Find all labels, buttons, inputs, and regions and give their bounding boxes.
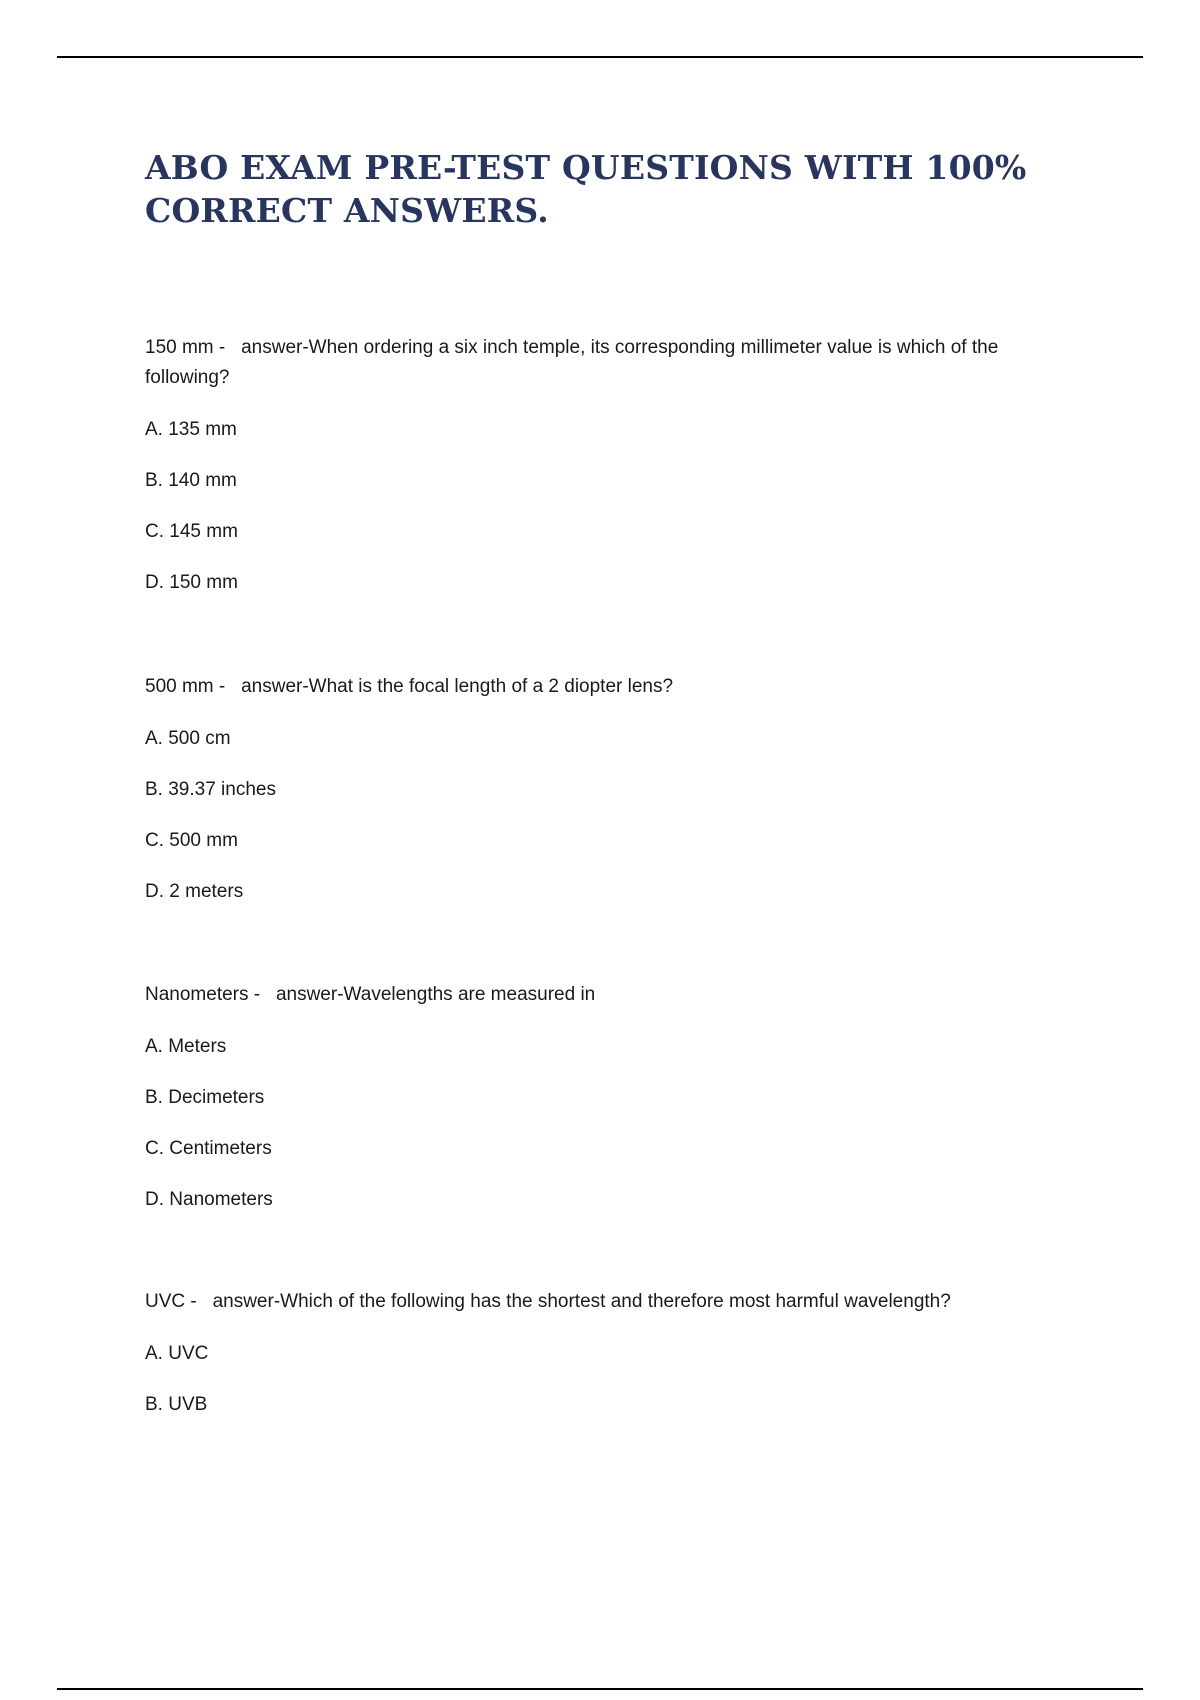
option-c: C. Centimeters: [145, 1138, 272, 1159]
question-text: [145, 672, 1065, 702]
option-list: [145, 1032, 1065, 1215]
option-list: [145, 415, 1065, 598]
document-title: [145, 146, 1045, 232]
option-d: D. Nanometers: [145, 1189, 273, 1210]
option-d: D. 2 meters: [145, 881, 244, 902]
question-prompt: answer-When ordering a six inch temple, its corresponding millimeter value is which of the following?: [145, 337, 999, 388]
question-prompt: answer-Which of the following has the shortest and therefore most harmful wavelength?: [212, 1291, 951, 1312]
question-block: [145, 1287, 1065, 1420]
option-c: C. 145 mm: [145, 521, 238, 542]
question-text: [145, 1287, 1065, 1317]
title-line-1: ABO EXAM PRE-TEST QUESTIONS WITH 100%: [145, 148, 1027, 187]
option-a: A. UVC: [145, 1343, 209, 1364]
title-line-2: CORRECT ANSWERS.: [145, 191, 549, 230]
top-rule: [57, 56, 1143, 58]
option-a: A. Meters: [145, 1036, 227, 1057]
option-d: D. 150 mm: [145, 572, 238, 593]
option-a: A. 135 mm: [145, 419, 237, 440]
option-b: B. Decimeters: [145, 1087, 265, 1108]
option-list: [145, 724, 1065, 907]
question-prompt: answer-Wavelengths are measured in: [275, 984, 596, 1005]
bottom-rule: [57, 1688, 1143, 1690]
question-text: [145, 980, 1065, 1010]
question-prompt: answer-What is the focal length of a 2 diopter lens?: [241, 676, 674, 697]
question-block: [145, 672, 1065, 907]
option-b: B. 39.37 inches: [145, 779, 276, 800]
answer-key: UVC -: [145, 1291, 197, 1312]
option-a: A. 500 cm: [145, 728, 231, 749]
option-list: [145, 1339, 1065, 1420]
question-block: [145, 333, 1065, 598]
answer-key: 500 mm -: [145, 676, 226, 697]
option-c: C. 500 mm: [145, 830, 238, 851]
option-b: B. UVB: [145, 1394, 208, 1415]
option-b: B. 140 mm: [145, 470, 237, 491]
answer-key: Nanometers -: [145, 984, 261, 1005]
question-block: [145, 980, 1065, 1215]
question-text: [145, 333, 1065, 393]
answer-key: 150 mm -: [145, 337, 226, 358]
